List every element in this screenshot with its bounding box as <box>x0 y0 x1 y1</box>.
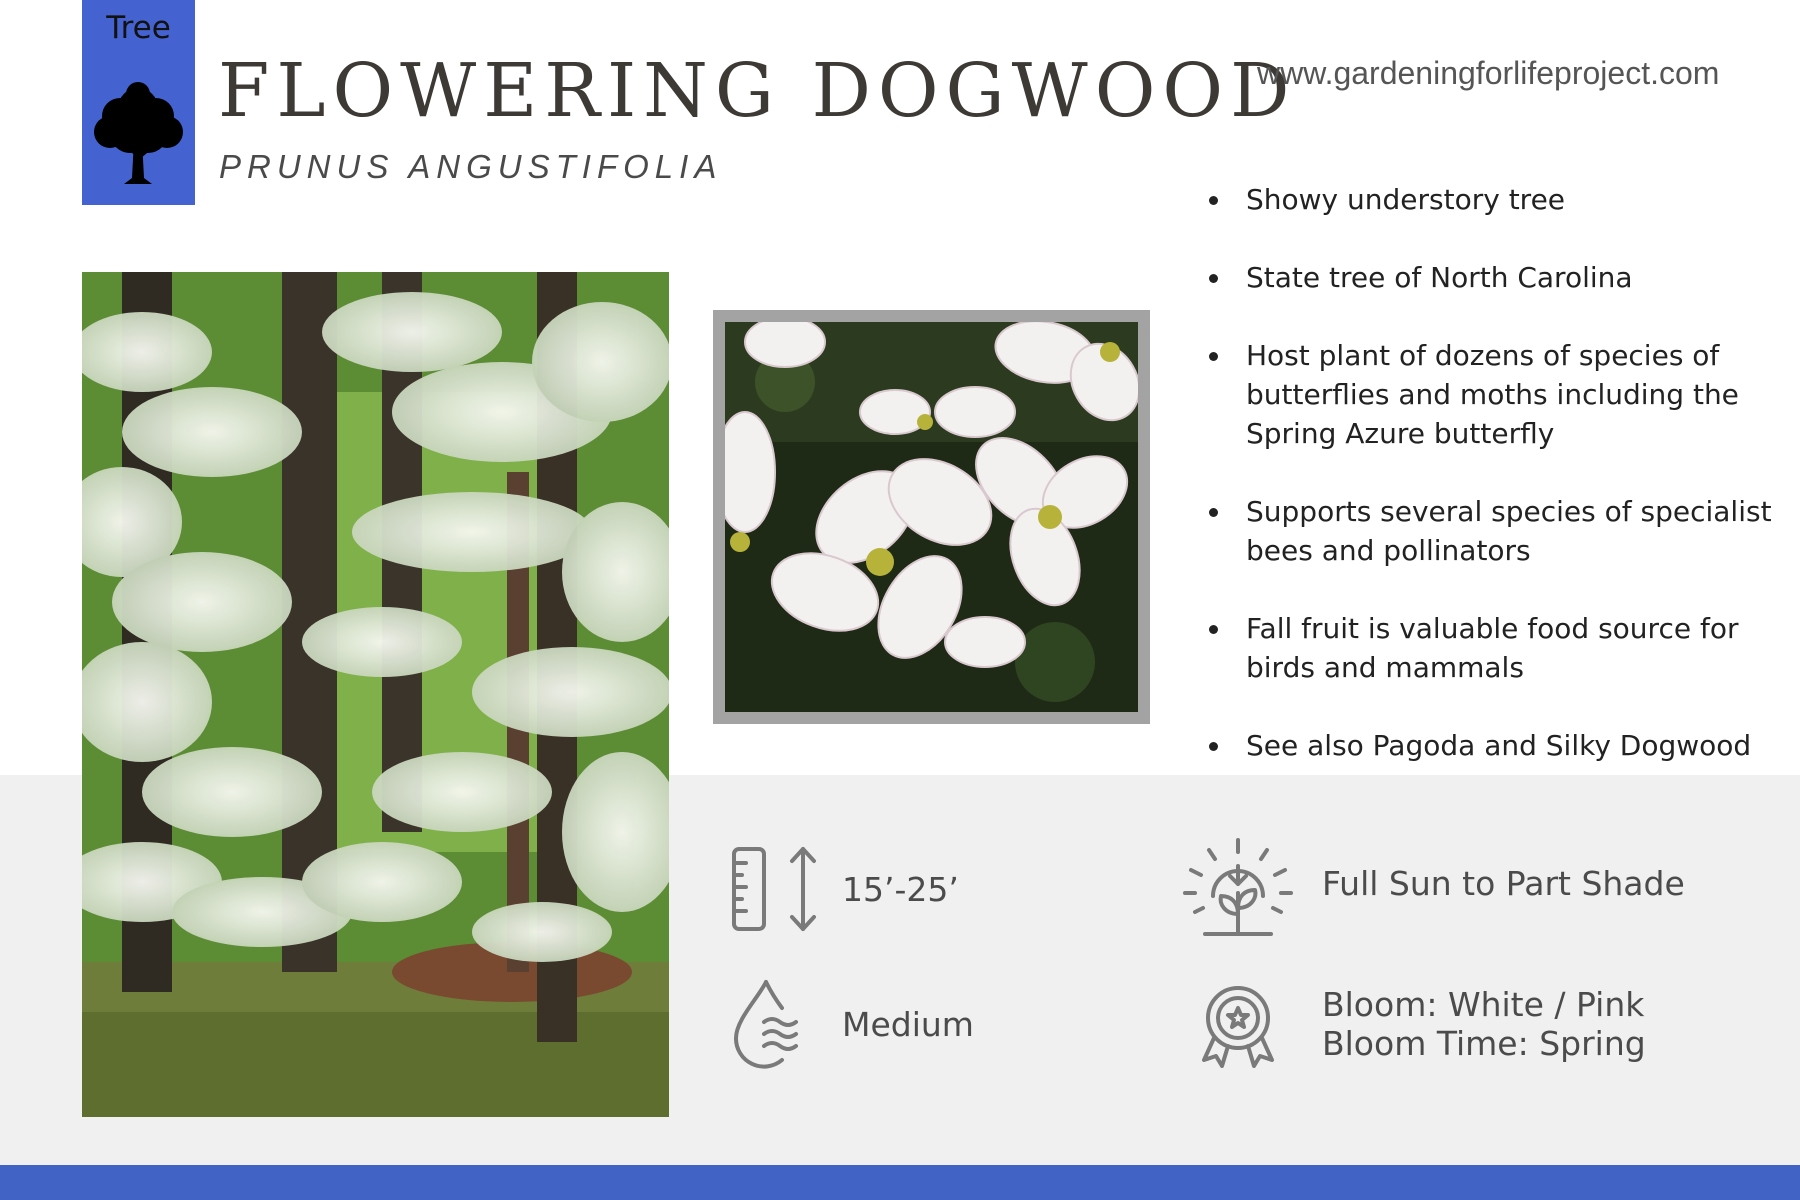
sun-plant-icon <box>1183 838 1293 940</box>
ruler-height-icon <box>728 845 820 933</box>
award-badge-icon <box>1196 984 1280 1068</box>
list-item: Showy understory tree <box>1246 180 1786 219</box>
scientific-name: PRUNUS ANGUSTIFOLIA <box>219 148 723 185</box>
list-item: Supports several species of specialist bees and pollinators <box>1246 492 1786 570</box>
height-value: 15’-25’ <box>842 870 959 909</box>
category-tag <box>82 0 195 205</box>
list-item: State tree of North Carolina <box>1246 258 1786 297</box>
flower-photo-frame <box>713 310 1150 724</box>
feature-list <box>1246 180 1786 804</box>
forest-dogwood-photo <box>82 272 669 1117</box>
page-title: FLOWERING DOGWOOD <box>218 48 1297 134</box>
tree-silhouette-icon <box>90 78 187 186</box>
category-tag-label: Tree <box>106 10 171 46</box>
water-value: Medium <box>842 1005 974 1044</box>
list-item: See also Pagoda and Silky Dogwood <box>1246 726 1786 765</box>
website-link[interactable]: www.gardeningforlifeproject.com <box>1257 55 1720 91</box>
water-drop-icon <box>730 978 802 1070</box>
bloom-time-value: Bloom Time: Spring <box>1322 1024 1646 1063</box>
bloom-color-value: Bloom: White / Pink <box>1322 985 1645 1024</box>
dogwood-flowers-closeup-photo <box>725 322 1138 712</box>
list-item: Fall fruit is valuable food source for birds and mammals <box>1246 609 1786 687</box>
list-item: Host plant of dozens of species of butterflies and moths including the Spring Azure butterfly <box>1246 336 1786 453</box>
footer-bar <box>0 1165 1800 1200</box>
sun-value: Full Sun to Part Shade <box>1322 864 1685 903</box>
